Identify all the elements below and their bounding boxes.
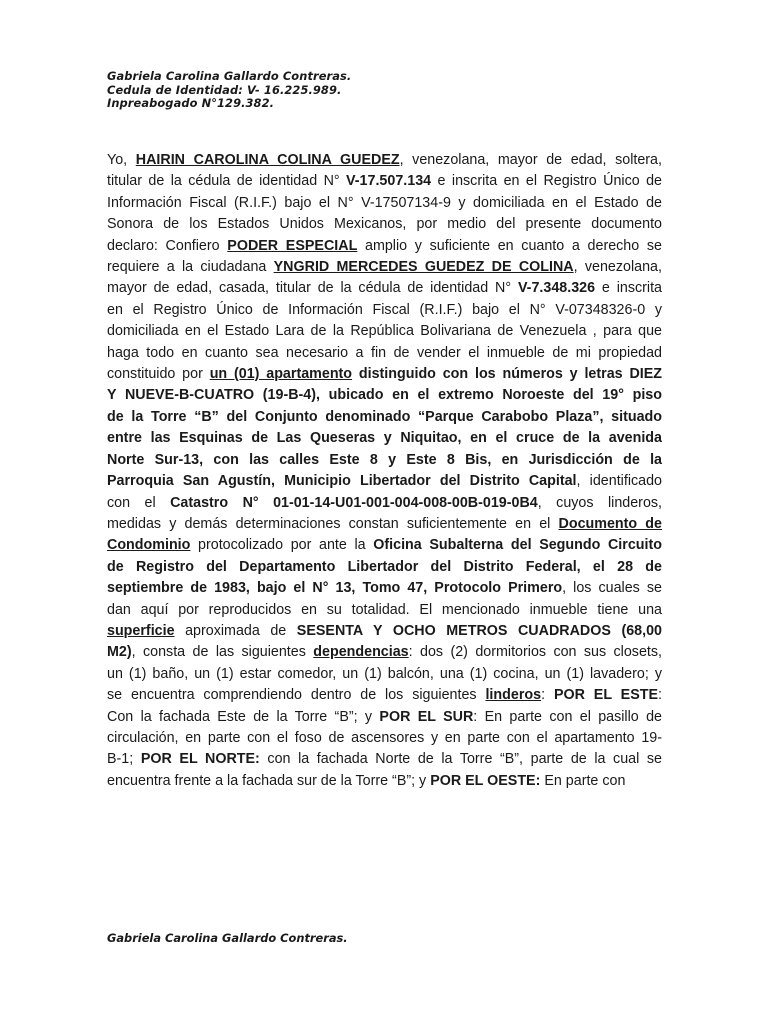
footer-signature-name: Gabriela Carolina Gallardo Contreras. bbox=[107, 931, 348, 945]
paragraph-line bbox=[107, 514, 662, 535]
text-run: declaro: Confiero bbox=[107, 237, 228, 254]
paragraph-line bbox=[107, 578, 662, 599]
text-run: POR EL SUR bbox=[379, 708, 474, 725]
letterhead bbox=[107, 70, 351, 111]
text-run: distinguido con los números y letras DIEZ bbox=[352, 366, 663, 383]
paragraph-line bbox=[107, 278, 662, 299]
paragraph-line bbox=[107, 621, 662, 642]
text-run: , identificado bbox=[576, 473, 662, 490]
text-run: Sonora de los Estados Unidos Mexicanos, por medio del presente documento bbox=[107, 216, 662, 233]
text-run: PODER ESPECIAL bbox=[227, 237, 358, 254]
text-run: SESENTA Y OCHO METROS CUADRADOS (68,00 bbox=[296, 622, 662, 639]
text-run: Catastro N° 01-01-14-U01-001-004-008-00B-019-0B4 bbox=[170, 494, 538, 511]
paragraph-line bbox=[107, 321, 662, 342]
paragraph-line bbox=[107, 193, 662, 214]
paragraph-line bbox=[107, 257, 662, 278]
text-run: V-17.507.134 bbox=[346, 173, 432, 190]
text-run: POR EL ESTE bbox=[553, 687, 659, 704]
paragraph-line bbox=[107, 493, 662, 514]
text-run: : bbox=[541, 687, 554, 704]
text-run: Y NUEVE-B-CUATRO (19-B-4), ubicado en el extremo Noroeste del 19° piso bbox=[107, 387, 662, 404]
paragraph-line bbox=[107, 471, 662, 492]
text-run: : bbox=[658, 687, 662, 704]
lawyer-name: Gabriela Carolina Gallardo Contreras. bbox=[107, 69, 352, 83]
text-run: M2) bbox=[107, 644, 132, 661]
text-run: YNGRID MERCEDES GUEDEZ DE COLINA bbox=[273, 259, 574, 276]
paragraph-line bbox=[107, 707, 662, 728]
paragraph-line bbox=[107, 749, 662, 770]
paragraph-line bbox=[107, 664, 662, 685]
paragraph-line bbox=[107, 450, 662, 471]
text-run: titular de la cédula de identidad N° bbox=[107, 173, 347, 190]
text-run: medidas y demás determinaciones constan suficientemente en el bbox=[107, 515, 559, 532]
text-run: mayor de edad, casada, titular de la cédula de identidad N° bbox=[107, 280, 518, 297]
paragraph-line bbox=[107, 728, 662, 749]
text-run: dependencias bbox=[313, 644, 409, 661]
text-run: Documento de bbox=[558, 515, 662, 532]
text-run: POR EL OESTE: bbox=[430, 772, 541, 789]
text-run: con el bbox=[107, 494, 171, 511]
paragraph-line bbox=[107, 300, 662, 321]
text-run: Norte Sur-13, con las calles Este 8 y Este 8 Bis, en Jurisdicción de la bbox=[107, 451, 662, 468]
text-run: requiere a la ciudadana bbox=[107, 259, 274, 276]
text-run: circulación, en parte con el foso de ascensores y en parte con el apartamento 19- bbox=[107, 729, 662, 746]
text-run: HAIRIN CAROLINA COLINA GUEDEZ bbox=[135, 152, 400, 168]
text-run: amplio y suficiente en cuanto a derecho se bbox=[357, 237, 662, 254]
paragraph-line bbox=[107, 535, 662, 556]
paragraph-line bbox=[107, 214, 662, 235]
text-run: Con la fachada Este de la Torre “B”; y bbox=[107, 708, 380, 725]
text-run: haga todo en cuanto sea necesario a fin de vender el inmueble de mi propiedad bbox=[107, 344, 662, 361]
text-run: en el Registro Único de Información Fiscal (R.I.F.) bajo el N° V-07348326-0 y bbox=[107, 301, 662, 318]
text-run: dan aquí por reproducidos en su totalidad. El mencionado inmueble tiene una bbox=[107, 601, 662, 618]
text-run: Yo, bbox=[107, 152, 136, 168]
text-run: constituido por bbox=[107, 366, 210, 383]
text-run: , los cuales se bbox=[562, 580, 663, 597]
paragraph-line bbox=[107, 150, 662, 171]
text-run: e inscrita en el Registro Único de bbox=[431, 173, 663, 190]
text-run: aproximada de bbox=[174, 622, 297, 639]
text-run: un (1) baño, un (1) estar comedor, un (1) balcón, una (1) cocina, un (1) lavadero; y bbox=[107, 665, 662, 682]
text-run: , consta de las siguientes bbox=[131, 644, 314, 661]
text-run: e inscrita bbox=[595, 280, 663, 297]
text-run: linderos bbox=[485, 687, 542, 704]
text-run: En parte con bbox=[540, 772, 626, 789]
text-run: V-7.348.326 bbox=[517, 280, 596, 297]
text-run: Condominio bbox=[107, 537, 191, 554]
paragraph-line bbox=[107, 236, 662, 257]
text-run: de la Torre “B” del Conjunto denominado “Parque Carabobo Plaza”, situado bbox=[107, 408, 662, 425]
paragraph-line bbox=[107, 428, 662, 449]
text-run: Parroquia San Agustín, Municipio Libertador del Distrito Capital bbox=[107, 473, 577, 490]
paragraph-line bbox=[107, 171, 662, 192]
text-run: : En parte con el pasillo de bbox=[473, 708, 662, 725]
text-run: un (01) apartamento bbox=[209, 366, 353, 383]
paragraph-line bbox=[107, 343, 662, 364]
text-run: protocolizado por ante la bbox=[190, 537, 374, 554]
text-run: , cuyos linderos, bbox=[537, 494, 663, 511]
paragraph-line bbox=[107, 771, 662, 792]
text-run: Información Fiscal (R.I.F.) bajo el N° V-17507134-9 y domiciliada en el Estado de bbox=[107, 194, 662, 211]
paragraph-line bbox=[107, 557, 662, 578]
lawyer-id: Cedula de Identidad: V- 16.225.989. bbox=[107, 82, 342, 97]
text-run: , venezolana, mayor de edad, soltera, bbox=[399, 152, 662, 168]
paragraph-line bbox=[107, 364, 662, 385]
paragraph-line bbox=[107, 685, 662, 706]
text-run: superficie bbox=[107, 622, 175, 639]
text-run: encuentra frente a la fachada sur de la Torre “B”; y bbox=[107, 772, 431, 789]
paragraph-line bbox=[107, 600, 662, 621]
text-run: Oficina Subalterna del Segundo Circuito bbox=[373, 537, 662, 554]
text-run: septiembre de 1983, bajo el N° 13, Tomo 47, Protocolo Primero bbox=[107, 580, 563, 597]
text-run: POR EL NORTE: bbox=[140, 751, 260, 768]
text-run: , venezolana, bbox=[573, 259, 662, 276]
paragraph-line bbox=[107, 385, 662, 406]
text-run: de Registro del Departamento Libertador del Distrito Federal, el 28 de bbox=[107, 558, 662, 575]
text-run: : dos (2) dormitorios con sus closets, bbox=[408, 644, 663, 661]
paragraph-line bbox=[107, 642, 662, 663]
text-run: domiciliada en el Estado Lara de la República Bolivariana de Venezuela , para que bbox=[107, 323, 662, 340]
text-run: se encuentra comprendiendo dentro de los siguientes bbox=[107, 687, 486, 704]
text-run: con la fachada Norte de la Torre “B”, parte de la cual se bbox=[259, 751, 662, 768]
paragraph-line bbox=[107, 407, 662, 428]
text-run: entre las Esquinas de Las Queseras y Niquitao, en el cruce de la avenida bbox=[107, 430, 662, 447]
text-run: B-1; bbox=[107, 751, 141, 768]
power-of-attorney-text bbox=[107, 150, 662, 792]
lawyer-inpreabogado: Inpreabogado N°129.382. bbox=[107, 96, 275, 110]
